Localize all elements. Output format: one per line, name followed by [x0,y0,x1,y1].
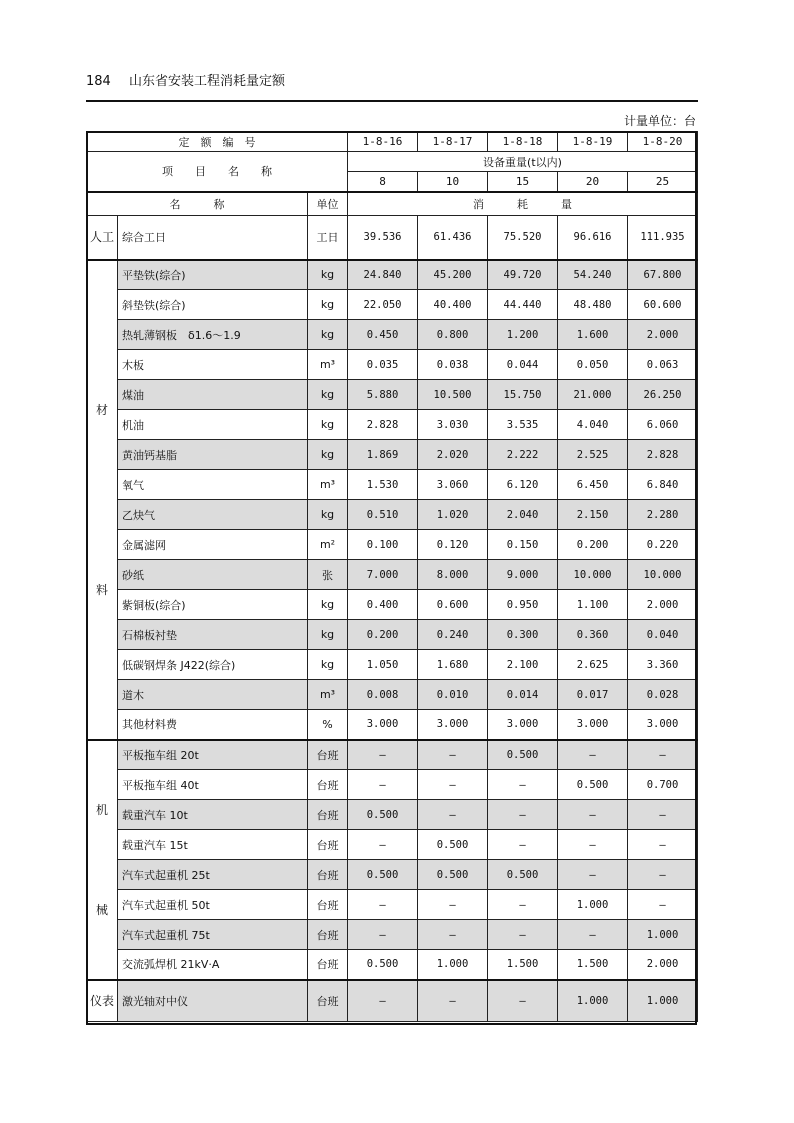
item-unit: 台班 [308,740,348,770]
consumption-value: 0.010 [418,680,488,710]
consumption-value: 0.300 [488,620,558,650]
quota-code: 1-8-19 [558,132,628,152]
quota-code: 1-8-18 [488,132,558,152]
category-machinery [87,740,118,980]
item-name: 平板拖车组 40t [118,770,308,800]
category-char: 仪表 [89,993,114,1008]
consumption-value: 3.535 [488,410,558,440]
item-name: 乙炔气 [118,500,308,530]
consumption-value: — [348,920,418,950]
consumption-value: 40.400 [418,290,488,320]
consumption-value: 6.060 [628,410,698,440]
consumption-value: — [488,980,558,1022]
table-row [87,380,698,410]
consumption-value: 0.040 [628,620,698,650]
consumption-value: — [418,980,488,1022]
consumption-value: 61.436 [418,216,488,260]
consumption-value: 2.525 [558,440,628,470]
consumption-value: — [348,980,418,1022]
consumption-value: — [418,770,488,800]
consumption-value: — [628,890,698,920]
consumption-value: — [488,890,558,920]
consumption-value: 0.450 [348,320,418,350]
consumption-value: 3.000 [348,710,418,740]
table-row [87,950,698,980]
consumption-value: 2.000 [628,950,698,980]
consumption-value: 0.500 [488,860,558,890]
consumption-value: 0.100 [348,530,418,560]
consumption-value: 2.000 [628,320,698,350]
page-number: 184 [86,74,111,89]
table-row [87,590,698,620]
consumption-value: 8.000 [418,560,488,590]
consumption-value: 21.000 [558,380,628,410]
consumption-value: 3.000 [418,710,488,740]
item-name: 道木 [118,680,308,710]
consumption-value: — [628,860,698,890]
consumption-value: — [348,770,418,800]
consumption-value: 0.500 [348,950,418,980]
category-char: 料 [95,582,108,597]
item-unit: 台班 [308,980,348,1022]
consumption-value: 96.616 [558,216,628,260]
consumption-value: — [628,740,698,770]
table-row [87,980,698,1022]
consumption-value: 67.800 [628,260,698,290]
table-row [87,260,698,290]
consumption-value: 1.000 [628,920,698,950]
consumption-value: — [488,800,558,830]
table-row [87,500,698,530]
item-unit: 台班 [308,800,348,830]
consumption-value: 24.840 [348,260,418,290]
consumption-value: 7.000 [348,560,418,590]
consumption-value: 1.500 [488,950,558,980]
consumption-value: 0.200 [348,620,418,650]
consumption-value: 0.700 [628,770,698,800]
consumption-value: 9.000 [488,560,558,590]
item-name: 汽车式起重机 50t [118,890,308,920]
consumption-value: — [348,830,418,860]
consumption-value: — [418,890,488,920]
consumption-value: 60.600 [628,290,698,320]
table-row [87,860,698,890]
table-row [87,800,698,830]
consumption-value: 1.000 [628,980,698,1022]
consumption-value: — [558,740,628,770]
consumption-value: — [418,740,488,770]
quota-code: 1-8-17 [418,132,488,152]
table-row [87,770,698,800]
consumption-value: 0.200 [558,530,628,560]
consumption-value: 0.014 [488,680,558,710]
item-name: 其他材料费 [118,710,308,740]
consumption-value: 0.500 [558,770,628,800]
consumption-value: 6.450 [558,470,628,500]
consumption-value: 0.150 [488,530,558,560]
item-name: 平垫铁(综合) [118,260,308,290]
item-name: 综合工日 [118,216,308,260]
table-row [87,216,698,260]
item-name: 交流弧焊机 21kV·A [118,950,308,980]
category-materials [87,260,118,740]
consumption-value: 4.040 [558,410,628,440]
consumption-value: 5.880 [348,380,418,410]
measurement-unit-note: 计量单位：台 [623,114,696,128]
consumption-value: 1.680 [418,650,488,680]
item-unit: kg [308,320,348,350]
consumption-value: 10.500 [418,380,488,410]
quota-code: 1-8-20 [628,132,698,152]
item-unit: kg [308,260,348,290]
consumption-value: 1.000 [558,980,628,1022]
consumption-value: 22.050 [348,290,418,320]
item-unit: kg [308,380,348,410]
consumption-value: — [628,830,698,860]
category-instruments [87,980,118,1022]
table-row [87,620,698,650]
consumption-value: — [348,740,418,770]
item-unit: 台班 [308,860,348,890]
consumption-value: 26.250 [628,380,698,410]
consumption-value: 0.240 [418,620,488,650]
consumption-value: 2.020 [418,440,488,470]
unit-column-header: 单位 [308,192,348,216]
category-char: 人工 [89,230,114,245]
consumption-value: 2.222 [488,440,558,470]
consumption-value: 0.017 [558,680,628,710]
consumption-value: 0.035 [348,350,418,380]
consumption-value: 75.520 [488,216,558,260]
category-char: 材 [95,402,108,417]
table-row [87,320,698,350]
table-row [87,350,698,380]
consumption-value: 0.600 [418,590,488,620]
table-row [87,680,698,710]
item-unit: % [308,710,348,740]
item-unit: m³ [308,350,348,380]
item-unit: kg [308,290,348,320]
table-row [87,470,698,500]
consumption-value: — [488,830,558,860]
table-row [87,920,698,950]
table-row [87,410,698,440]
consumption-value: — [418,920,488,950]
consumption-value: 1.000 [558,890,628,920]
consumption-value: 0.400 [348,590,418,620]
consumption-value: 2.280 [628,500,698,530]
item-unit: 台班 [308,830,348,860]
category-char: 机 [95,802,108,817]
consumption-value: 45.200 [418,260,488,290]
consumption-value: 0.500 [348,800,418,830]
consumption-value: 6.120 [488,470,558,500]
consumption-value: 3.030 [418,410,488,440]
parameter-value: 8 [348,172,418,192]
consumption-value: 1.600 [558,320,628,350]
consumption-value: 1.200 [488,320,558,350]
table-row [87,830,698,860]
consumption-value: — [558,800,628,830]
consumption-value: 0.500 [488,740,558,770]
consumption-value: — [558,830,628,860]
category-char: 械 [95,902,108,917]
item-name: 黄油钙基脂 [118,440,308,470]
consumption-value: 2.828 [628,440,698,470]
item-unit: 台班 [308,770,348,800]
table-row [87,440,698,470]
item-name: 石棉板衬垫 [118,620,308,650]
item-name-label: 项 目 名 称 [87,152,348,192]
consumption-value: — [488,770,558,800]
consumption-value: 3.000 [488,710,558,740]
consumption-value: 0.500 [418,860,488,890]
name-column-header: 名 称 [87,192,308,216]
item-unit: kg [308,650,348,680]
item-unit: 台班 [308,920,348,950]
consumption-value: 6.840 [628,470,698,500]
item-unit: kg [308,500,348,530]
item-name: 汽车式起重机 25t [118,860,308,890]
consumption-value: 3.060 [418,470,488,500]
item-name: 砂纸 [118,560,308,590]
consumption-value: 2.040 [488,500,558,530]
consumption-value: — [558,860,628,890]
book-title: 山东省安装工程消耗量定额 [128,74,285,89]
consumption-value: 48.480 [558,290,628,320]
item-name: 紫铜板(综合) [118,590,308,620]
table-row [87,890,698,920]
parameter-value: 10 [418,172,488,192]
item-name: 氧气 [118,470,308,500]
item-name: 热轧薄钢板 δ1.6～1.9 [118,320,308,350]
consumption-value: 10.000 [628,560,698,590]
consumption-value: 54.240 [558,260,628,290]
parameter-value: 15 [488,172,558,192]
item-name: 汽车式起重机 75t [118,920,308,950]
quota-code: 1-8-16 [348,132,418,152]
item-name: 木板 [118,350,308,380]
parameter-value: 20 [558,172,628,192]
consumption-value: 3.360 [628,650,698,680]
consumption-value: 0.510 [348,500,418,530]
item-unit: m³ [308,470,348,500]
item-name: 平板拖车组 20t [118,740,308,770]
item-name: 机油 [118,410,308,440]
item-unit: m² [308,530,348,560]
consumption-value: 0.120 [418,530,488,560]
consumption-value: 0.038 [418,350,488,380]
consumption-value: 2.000 [628,590,698,620]
consumption-value: 0.500 [348,860,418,890]
consumption-value: 2.150 [558,500,628,530]
quota-table [86,131,698,1022]
item-name: 载重汽车 15t [118,830,308,860]
consumption-value: 0.360 [558,620,628,650]
consumption-value: 0.220 [628,530,698,560]
consumption-value: 1.500 [558,950,628,980]
consumption-value: 0.050 [558,350,628,380]
consumption-value: 1.000 [418,950,488,980]
category-labor [87,216,118,260]
item-unit: 张 [308,560,348,590]
consumption-value: 49.720 [488,260,558,290]
page-header [86,74,698,102]
item-unit: kg [308,620,348,650]
item-unit: kg [308,410,348,440]
consumption-value: 44.440 [488,290,558,320]
consumption-value: — [348,890,418,920]
item-name: 低碳钢焊条 J422(综合) [118,650,308,680]
consumption-value: 0.063 [628,350,698,380]
parameter-value: 25 [628,172,698,192]
quota-code-label: 定 额 编 号 [87,132,348,152]
consumption-value: 0.950 [488,590,558,620]
consumption-header: 消 耗 量 [348,192,698,216]
consumption-value: 10.000 [558,560,628,590]
item-name: 载重汽车 10t [118,800,308,830]
consumption-value: — [418,800,488,830]
consumption-value: 2.625 [558,650,628,680]
item-unit: 工日 [308,216,348,260]
consumption-value: 3.000 [628,710,698,740]
item-name: 金属滤网 [118,530,308,560]
consumption-value: 2.828 [348,410,418,440]
consumption-value: 1.530 [348,470,418,500]
item-unit: kg [308,590,348,620]
item-unit: 台班 [308,950,348,980]
table-row [87,650,698,680]
consumption-value: 0.800 [418,320,488,350]
consumption-value: 0.028 [628,680,698,710]
consumption-value: 39.536 [348,216,418,260]
parameter-label: 设备重量(t以内) [348,152,698,172]
table-row [87,740,698,770]
consumption-value: 15.750 [488,380,558,410]
consumption-value: 1.020 [418,500,488,530]
consumption-value: 1.050 [348,650,418,680]
item-unit: m³ [308,680,348,710]
table-row [87,710,698,740]
consumption-value: 3.000 [558,710,628,740]
consumption-value: 0.008 [348,680,418,710]
item-name: 煤油 [118,380,308,410]
item-name: 斜垫铁(综合) [118,290,308,320]
table-row [87,530,698,560]
consumption-value: — [558,920,628,950]
consumption-value: — [628,800,698,830]
consumption-value: — [488,920,558,950]
consumption-value: 1.869 [348,440,418,470]
consumption-value: 1.100 [558,590,628,620]
consumption-value: 111.935 [628,216,698,260]
item-name: 激光轴对中仪 [118,980,308,1022]
item-unit: 台班 [308,890,348,920]
consumption-value: 2.100 [488,650,558,680]
consumption-value: 0.044 [488,350,558,380]
item-unit: kg [308,440,348,470]
consumption-value: 0.500 [418,830,488,860]
table-row [87,290,698,320]
table-row [87,560,698,590]
